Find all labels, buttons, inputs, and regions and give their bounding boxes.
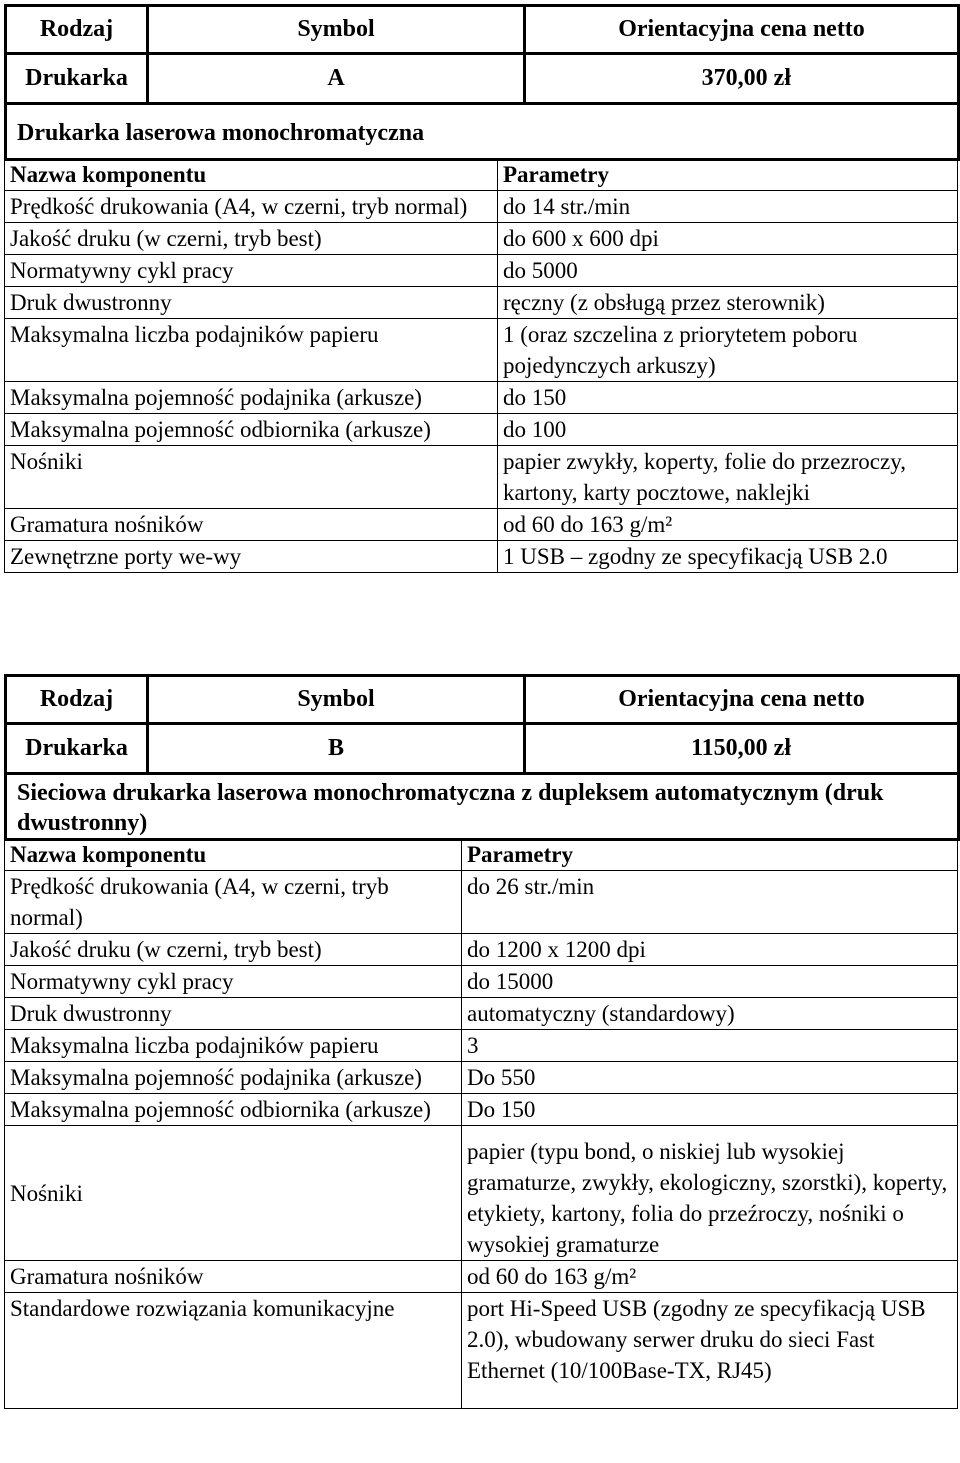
spec-row — [5, 1261, 958, 1293]
spec-row — [5, 1062, 958, 1094]
spec-component: Standardowe rozwiązania komunikacyjne — [5, 1293, 462, 1409]
spec-header-row — [5, 159, 958, 191]
product-type: Drukarka — [6, 724, 148, 774]
spec-component: Normatywny cykl pracy — [5, 255, 498, 287]
product-price: 1150,00 zł — [525, 724, 959, 774]
header-labels-row — [6, 676, 959, 724]
type-column-header: Rodzaj — [6, 6, 148, 54]
spec-row — [5, 1293, 958, 1409]
spec-value: do 15000 — [462, 966, 958, 998]
product-name: Drukarka laserowa monochromatyczna — [6, 104, 959, 160]
spec-row — [5, 382, 958, 414]
product-section-b — [4, 674, 957, 1409]
spec-value: papier zwykły, koperty, folie do przezroczy, kartony, karty pocztowe, naklejki — [498, 446, 958, 509]
spec-component: Nośniki — [5, 446, 498, 509]
product-price: 370,00 zł — [525, 54, 959, 104]
spec-row — [5, 446, 958, 509]
spec-value: ręczny (z obsługą przez sterownik) — [498, 287, 958, 319]
spec-value: do 600 x 600 dpi — [498, 223, 958, 255]
spec-value: papier (typu bond, o niskiej lub wysokiej gramaturze, zwykły, ekologiczny, szorstki), koperty, etykiety, kartony, folia do przeźroczy, nośniki o wysokiej gramaturze — [462, 1126, 958, 1261]
spec-component: Maksymalna pojemność podajnika (arkusze) — [5, 1062, 462, 1094]
spec-value: do 1200 x 1200 dpi — [462, 934, 958, 966]
spec-row — [5, 223, 958, 255]
spec-row — [5, 509, 958, 541]
spec-row — [5, 255, 958, 287]
spec-value: Do 550 — [462, 1062, 958, 1094]
spec-value: do 5000 — [498, 255, 958, 287]
spec-value: od 60 do 163 g/m² — [498, 509, 958, 541]
spec-component: Normatywny cykl pracy — [5, 966, 462, 998]
product-symbol: A — [148, 54, 525, 104]
spec-row — [5, 191, 958, 223]
product-type: Drukarka — [6, 54, 148, 104]
spec-row — [5, 1126, 958, 1261]
header-labels-row — [6, 6, 959, 54]
spec-value: od 60 do 163 g/m² — [462, 1261, 958, 1293]
spec-value: automatyczny (standardowy) — [462, 998, 958, 1030]
price-column-header: Orientacyjna cena netto — [525, 6, 959, 54]
spec-row — [5, 1030, 958, 1062]
product-name-row — [6, 104, 959, 160]
symbol-column-header: Symbol — [148, 6, 525, 54]
spec-value: 1 (oraz szczelina z priorytetem poboru pojedynczych arkuszy) — [498, 319, 958, 382]
spec-component: Maksymalna liczba podajników papieru — [5, 1030, 462, 1062]
spec-value: do 150 — [498, 382, 958, 414]
spec-row — [5, 319, 958, 382]
component-column-header: Nazwa komponentu — [5, 159, 498, 191]
spec-value: 3 — [462, 1030, 958, 1062]
spec-value: do 14 str./min — [498, 191, 958, 223]
product-name: Sieciowa drukarka laserowa monochromatyczna z dupleksem automatycznym (druk dwustronny) — [6, 774, 959, 840]
spec-component: Jakość druku (w czerni, tryb best) — [5, 223, 498, 255]
spec-value: do 26 str./min — [462, 871, 958, 934]
spec-table — [4, 158, 958, 573]
spec-component: Zewnętrzne porty we-wy — [5, 541, 498, 573]
spec-component: Maksymalna pojemność odbiornika (arkusze) — [5, 414, 498, 446]
spec-value: 1 USB – zgodny ze specyfikacją USB 2.0 — [498, 541, 958, 573]
product-header-table — [4, 4, 960, 161]
spec-row — [5, 998, 958, 1030]
product-symbol: B — [148, 724, 525, 774]
spec-component: Maksymalna pojemność podajnika (arkusze) — [5, 382, 498, 414]
spec-header-row — [5, 839, 958, 871]
product-section-a — [4, 4, 957, 573]
spec-value: port Hi-Speed USB (zgodny ze specyfikacją USB 2.0), wbudowany serwer druku do sieci Fast Ethernet (10/100Base-TX, RJ45) — [462, 1293, 958, 1409]
spec-row — [5, 966, 958, 998]
parameters-column-header: Parametry — [462, 839, 958, 871]
spec-row — [5, 414, 958, 446]
spec-component: Maksymalna liczba podajników papieru — [5, 319, 498, 382]
spec-component: Jakość druku (w czerni, tryb best) — [5, 934, 462, 966]
spec-component: Prędkość drukowania (A4, w czerni, tryb normal) — [5, 871, 462, 934]
spec-component: Gramatura nośników — [5, 1261, 462, 1293]
spec-row — [5, 934, 958, 966]
spec-value: Do 150 — [462, 1094, 958, 1126]
spec-row — [5, 871, 958, 934]
spec-row — [5, 541, 958, 573]
spec-component: Maksymalna pojemność odbiornika (arkusze) — [5, 1094, 462, 1126]
spec-component: Nośniki — [5, 1126, 462, 1261]
spec-row — [5, 287, 958, 319]
spec-row — [5, 1094, 958, 1126]
component-column-header: Nazwa komponentu — [5, 839, 462, 871]
spec-component: Druk dwustronny — [5, 287, 498, 319]
price-column-header: Orientacyjna cena netto — [525, 676, 959, 724]
spec-table — [4, 838, 958, 1409]
header-values-row — [6, 724, 959, 774]
type-column-header: Rodzaj — [6, 676, 148, 724]
product-name-row — [6, 774, 959, 840]
header-values-row — [6, 54, 959, 104]
parameters-column-header: Parametry — [498, 159, 958, 191]
product-header-table — [4, 674, 960, 841]
symbol-column-header: Symbol — [148, 676, 525, 724]
spec-value: do 100 — [498, 414, 958, 446]
spec-component: Prędkość drukowania (A4, w czerni, tryb normal) — [5, 191, 498, 223]
spec-component: Druk dwustronny — [5, 998, 462, 1030]
spec-component: Gramatura nośników — [5, 509, 498, 541]
